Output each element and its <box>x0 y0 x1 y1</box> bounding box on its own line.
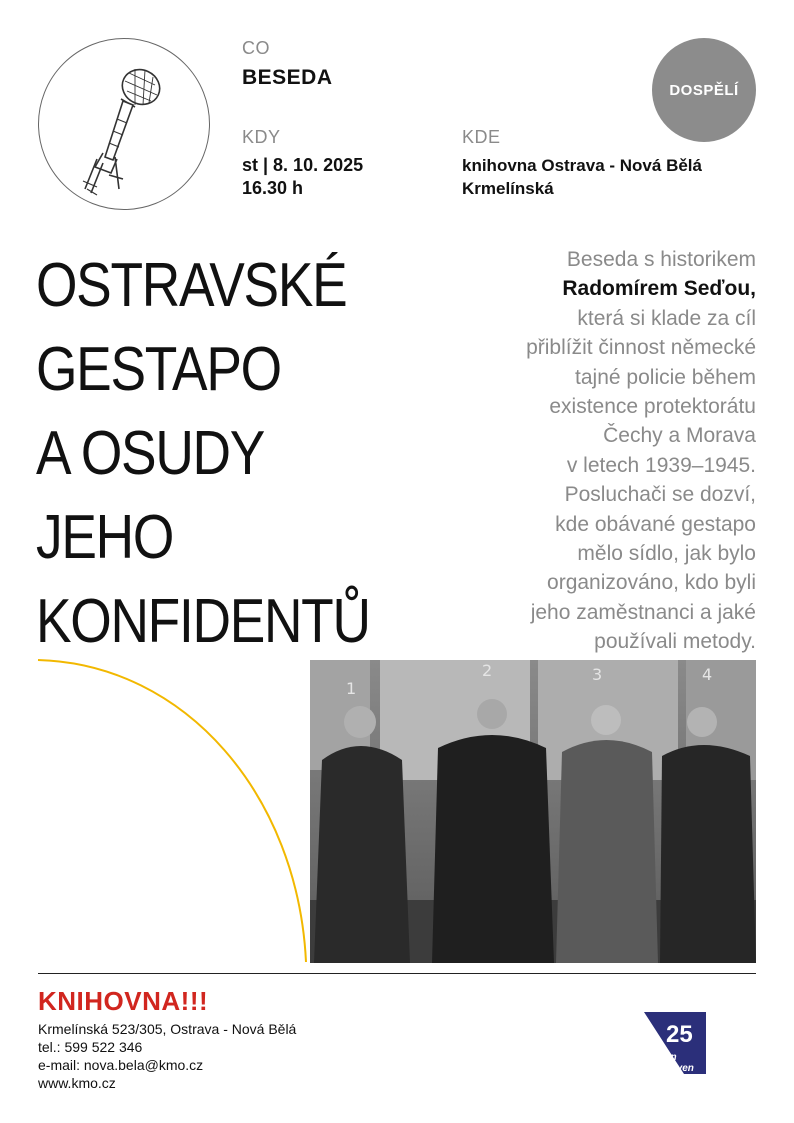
photo-number: 2 <box>482 661 493 680</box>
speaker-name: Radomírem Seďou, <box>562 277 756 301</box>
historical-photo <box>310 660 756 963</box>
description-line: používali metody. <box>594 630 756 654</box>
email-text: e-mail: nova.bela@kmo.cz <box>38 1057 204 1073</box>
photo-number: 3 <box>592 665 603 684</box>
description-line: mělo sídlo, jak bylo <box>577 542 756 566</box>
where-street: Krmelínská <box>462 179 554 198</box>
decorative-arc <box>36 656 316 966</box>
where-label: KDE <box>462 127 501 147</box>
photo-number: 4 <box>702 665 713 684</box>
week-number: 25 <box>666 1021 693 1048</box>
library-week-badge <box>636 1008 708 1076</box>
title-line: KONFIDENTŮ <box>36 587 370 656</box>
title-line: OSTRAVSKÉ <box>36 251 347 320</box>
what-value: BESEDA <box>242 66 333 89</box>
website-link[interactable]: www.kmo.cz <box>38 1075 116 1091</box>
description-line: Posluchači se dozví, <box>564 483 756 507</box>
when-label: KDY <box>242 127 281 147</box>
description-line: existence protektorátu <box>549 395 756 419</box>
contact-info <box>38 1020 296 1092</box>
audience-badge: DOSPĚLÍ <box>652 38 756 142</box>
event-description <box>450 245 756 657</box>
week-line1: týden <box>650 1052 677 1063</box>
description-line: tajné policie během <box>575 365 756 389</box>
when-time: 16.30 h <box>242 178 304 198</box>
address-text: Krmelínská 523/305, Ostrava - Nová Bělá <box>38 1021 297 1037</box>
event-title <box>36 244 397 664</box>
where-place: knihovna Ostrava - Nová Bělá <box>462 156 702 175</box>
title-line: GESTAPO <box>36 335 281 404</box>
description-line: organizováno, kdo byli <box>547 571 756 595</box>
library-logo: KNIHOVNA!!! <box>38 986 209 1016</box>
week-line2: knihoven <box>650 1063 694 1074</box>
phone-text: tel.: 599 522 346 <box>38 1039 143 1055</box>
microphone-icon <box>39 39 211 211</box>
title-line: A OSUDY <box>36 419 265 488</box>
description-line: jeho zaměstnanci a jaké <box>530 600 756 624</box>
description-line: kde obávané gestapo <box>555 512 756 536</box>
description-line: Čechy a Morava <box>603 424 756 448</box>
description-line: Beseda s historikem <box>566 248 756 271</box>
description-line: v letech 1939–1945. <box>566 453 756 477</box>
description-line: která si klade za cíl <box>577 306 756 330</box>
when-date: st | 8. 10. 2025 <box>242 155 364 175</box>
photo-number: 1 <box>346 679 357 698</box>
what-label: CO <box>242 38 270 58</box>
footer-divider <box>38 973 756 974</box>
description-line: přiblížit činnost německé <box>526 336 756 360</box>
microphone-illustration <box>38 38 210 210</box>
title-line: JEHO <box>36 503 174 572</box>
